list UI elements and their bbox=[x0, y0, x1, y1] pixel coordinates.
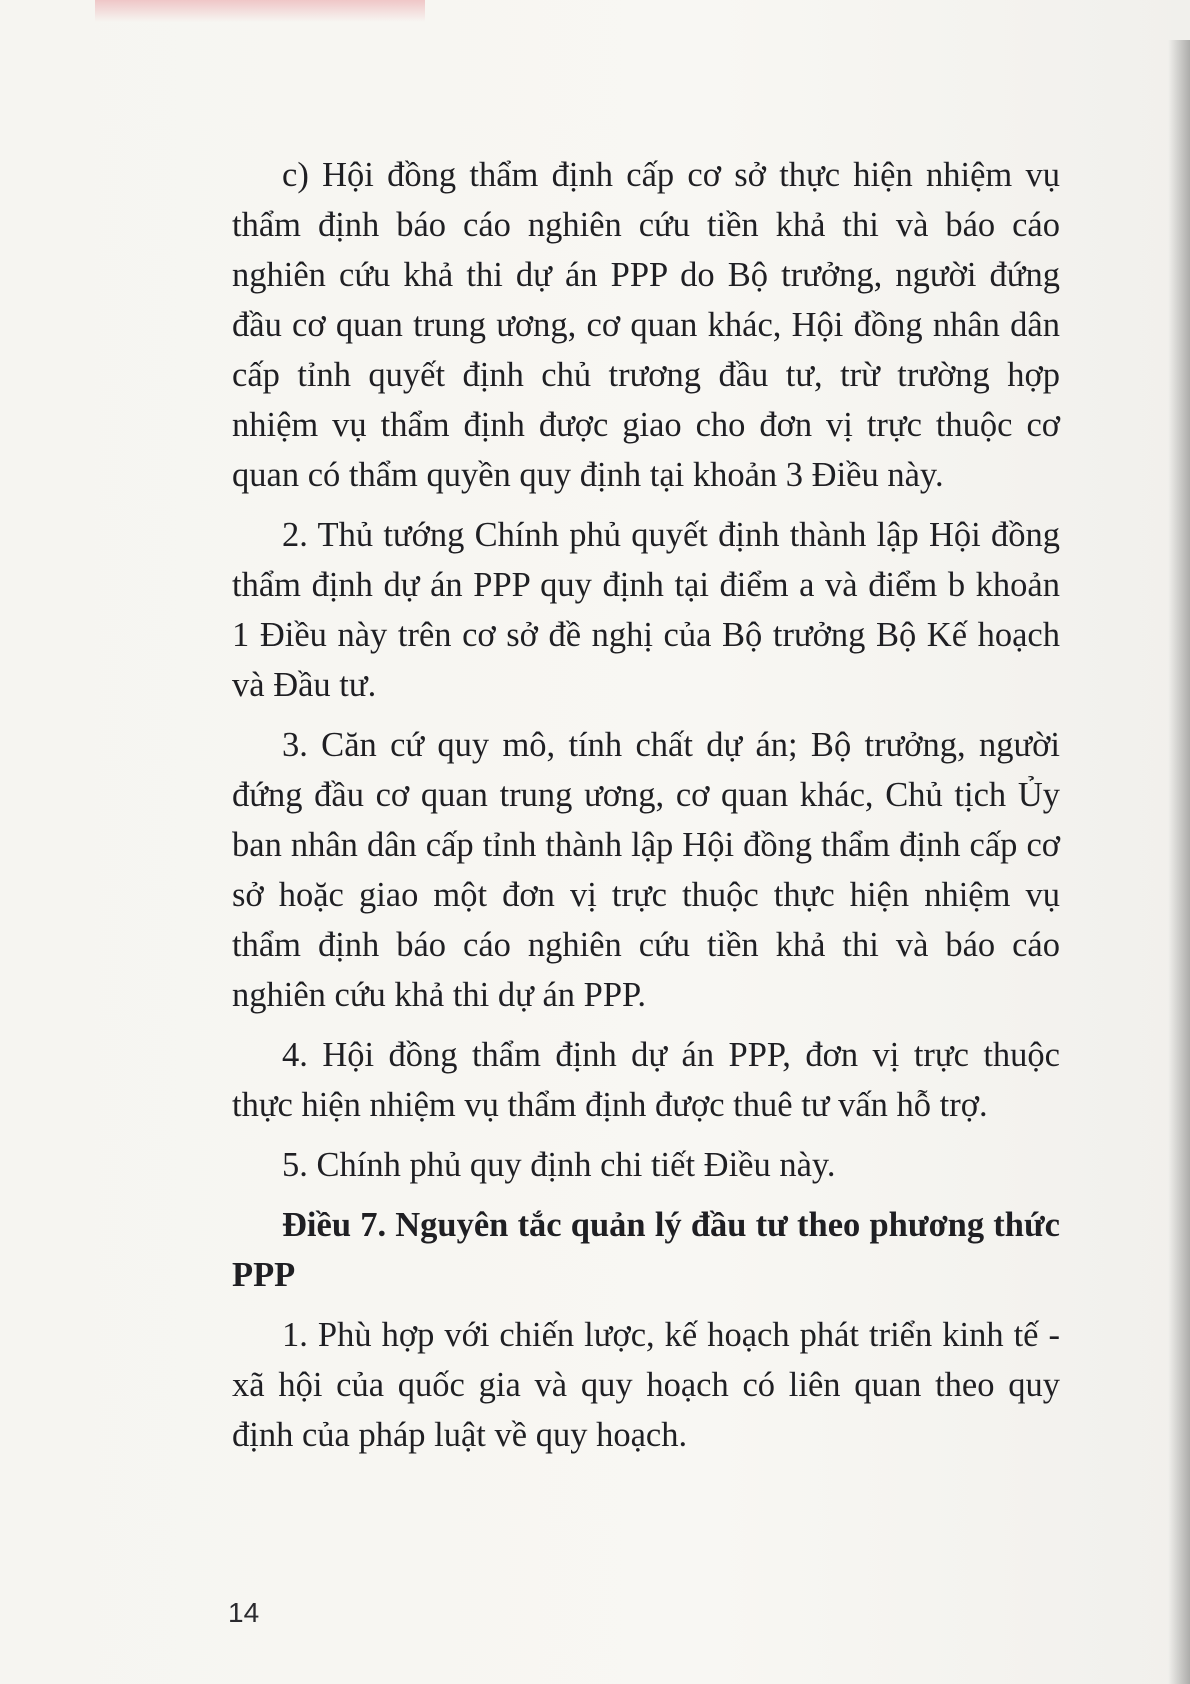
page-binding-shadow bbox=[1168, 40, 1190, 1684]
paragraph-4: 4. Hội đồng thẩm định dự án PPP, đơn vị trực thuộc thực hiện nhiệm vụ thẩm định được thuê tư vấn hỗ trợ. bbox=[232, 1036, 1060, 1124]
article-7-paragraph-1: 1. Phù hợp với chiến lược, kế hoạch phát triển kinh tế - xã hội của quốc gia và quy hoạch có liên quan theo quy định của pháp luật về quy hoạch. bbox=[232, 1316, 1060, 1454]
article-7-heading: Điều 7. Nguyên tắc quản lý đầu tư theo phương thức PPP bbox=[232, 1206, 1060, 1294]
paragraph-1c: c) Hội đồng thẩm định cấp cơ sở thực hiện nhiệm vụ thẩm định báo cáo nghiên cứu tiền khả thi và báo cáo nghiên cứu khả thi dự án PPP do Bộ trưởng, người đứng đầu cơ quan trung ương, cơ quan khác, Hội đồng nhân dân cấp tỉnh quyết định chủ trương đầu tư, trừ trường hợp nhiệm vụ thẩm định được giao cho đơn vị trực thuộc cơ quan có thẩm quyền quy định tại khoản 3 Điều này. bbox=[232, 156, 1060, 494]
page-number: 14 bbox=[228, 1597, 260, 1628]
paragraph-3: 3. Căn cứ quy mô, tính chất dự án; Bộ trưởng, người đứng đầu cơ quan trung ương, cơ quan khác, Chủ tịch Ủy ban nhân dân cấp tỉnh thành lập Hội đồng thẩm định cấp cơ sở hoặc giao một đơn vị trực thuộc thực hiện nhiệm vụ thẩm định báo cáo nghiên cứu tiền khả thi và báo cáo nghiên cứu khả thi dự án PPP. bbox=[232, 726, 1060, 1014]
page-body bbox=[232, 150, 1060, 1470]
scan-edge-mark bbox=[95, 0, 425, 22]
paragraph-5: 5. Chính phủ quy định chi tiết Điều này. bbox=[282, 1146, 836, 1184]
paragraph-2: 2. Thủ tướng Chính phủ quyết định thành lập Hội đồng thẩm định dự án PPP quy định tại điểm a và điểm b khoản 1 Điều này trên cơ sở đề nghị của Bộ trưởng Bộ Kế hoạch và Đầu tư. bbox=[232, 516, 1060, 704]
